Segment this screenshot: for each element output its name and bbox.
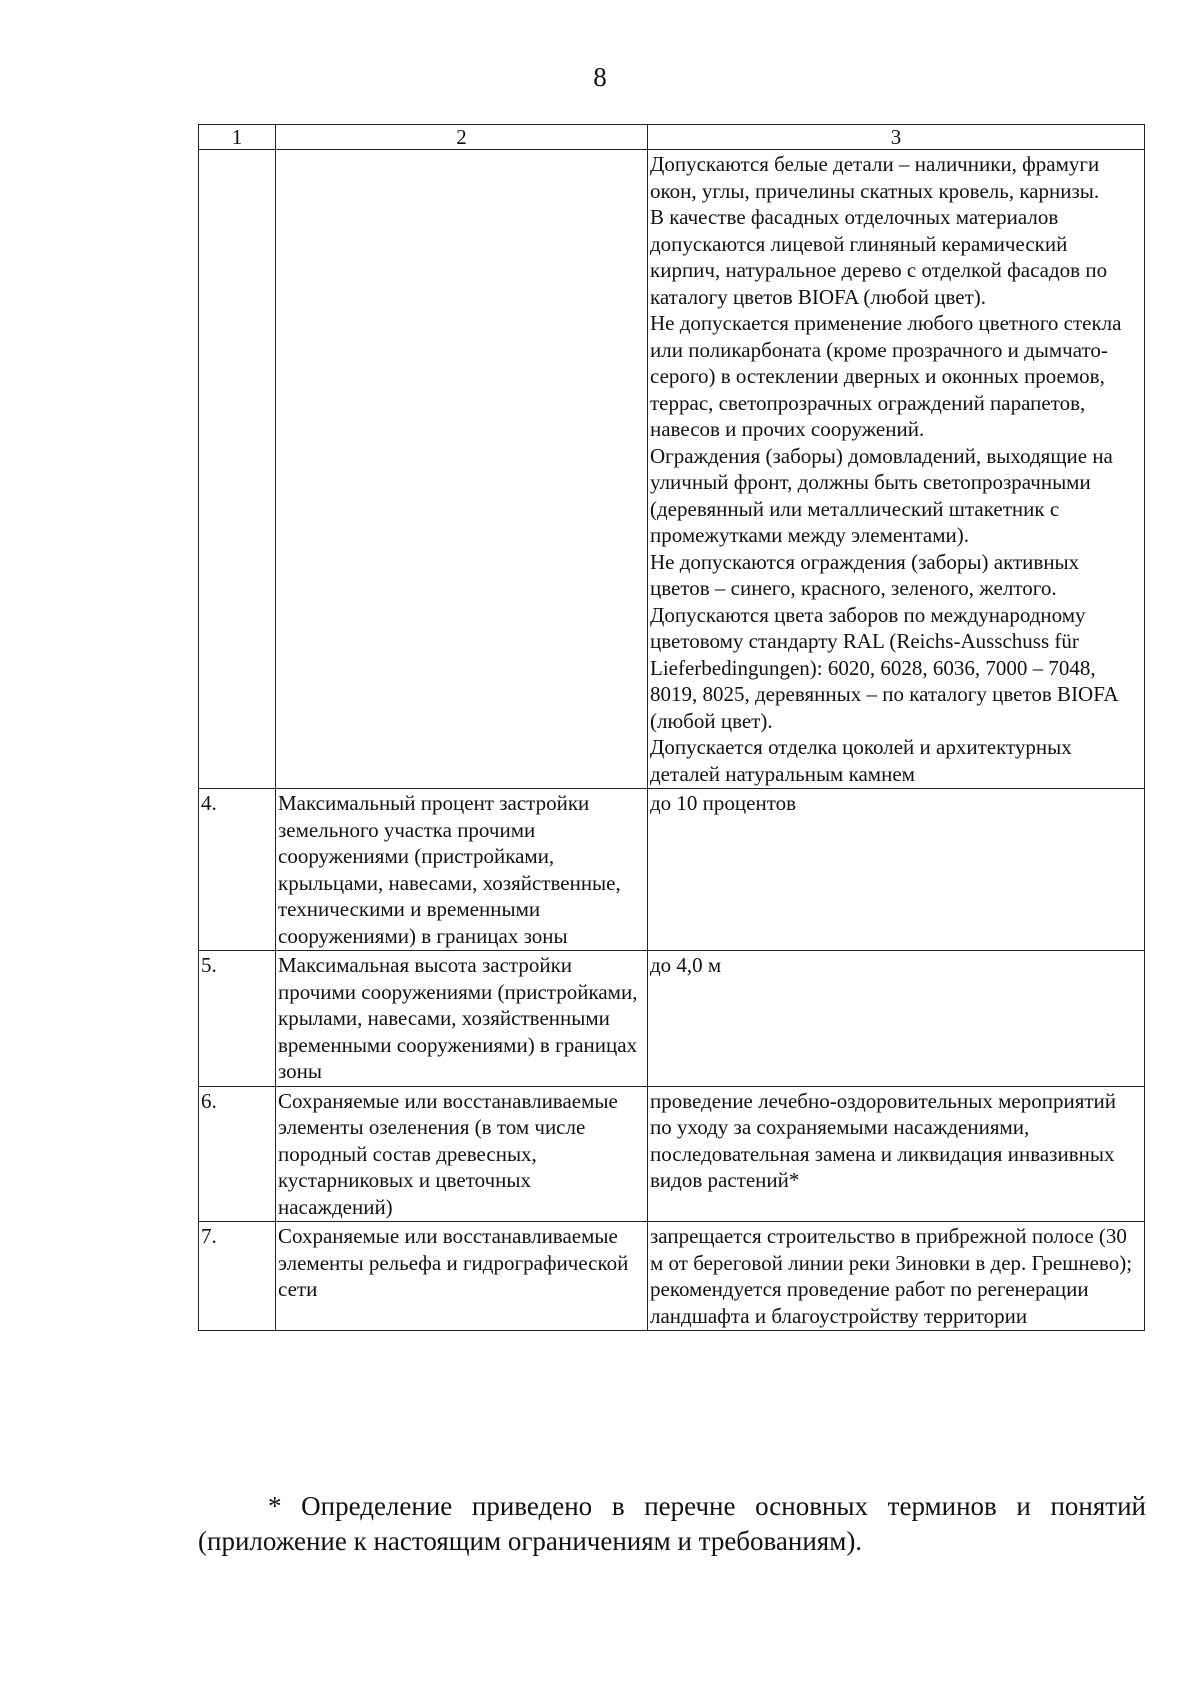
row-parameter: Сохраняемые или восстанавливаемые элементы рельефа и гидрографической сети: [276, 1222, 648, 1331]
footnote: * Определение приведено в перечне основных терминов и понятий (приложение к настоящим ограничениям и требованиям).: [198, 1491, 1146, 1556]
column-header-parameter: 2: [276, 125, 648, 150]
row-value: запрещается строительство в прибрежной полосе (30 м от береговой линии реки Зиновки в дер. Грешнево); рекомендуется проведение работ по регенерации ландшафта и благоустройству территории: [648, 1222, 1145, 1331]
table-row-continuation: [199, 150, 1145, 789]
table-row-7: [199, 1222, 1145, 1331]
row-value: проведение лечебно-оздоровительных мероприятий по уходу за сохраняемыми насаждениями, последовательная замена и ликвидация инвазивных видов растений*: [648, 1086, 1145, 1222]
requirements-table: [198, 124, 1145, 1331]
value-paragraph: Допускаются цвета заборов по международному цветовому стандарту RAL (Reichs-Ausschuss für Lieferbedingungen): 6020, 6028, 6036, 7000 – 7048, 8019, 8025, деревянных – по каталогу цветов BIOFA (любой цвет).: [650, 602, 1118, 733]
row-number: 7.: [199, 1222, 276, 1331]
table-header-row: [199, 125, 1145, 150]
row-parameter: [276, 150, 648, 789]
table-row-4: [199, 789, 1145, 951]
value-paragraph: Допускается отделка цоколей и архитектурных деталей натуральным камнем: [650, 735, 1072, 786]
value-paragraph: Не допускается применение любого цветного стекла или поликарбоната (кроме прозрачного и дымчато-серого) в остеклении дверных и оконных проемов, террас, светопрозрачных ограждений парапетов, навесов и прочих сооружений.: [650, 311, 1122, 441]
value-paragraph: Допускаются белые детали – наличники, фрамуги окон, углы, причелины скатных кровель, карнизы.: [650, 152, 1100, 203]
row-number: 4.: [199, 789, 276, 951]
row-number: 5.: [199, 951, 276, 1087]
table-row-6: [199, 1086, 1145, 1222]
row-value-continuation: [648, 150, 1145, 789]
row-value: до 4,0 м: [648, 951, 1145, 1087]
row-number: 6.: [199, 1086, 276, 1222]
page-number: 8: [593, 62, 607, 92]
column-header-number: 1: [199, 125, 276, 150]
column-header-value: 3: [648, 125, 1145, 150]
row-parameter: Максимальный процент застройки земельного участка прочими сооружениями (пристройками, крыльцами, навесами, хозяйственные, техническими и временными сооружениями) в границах зоны: [276, 789, 648, 951]
row-parameter: Максимальная высота застройки прочими сооружениями (пристройками, крылами, навесами, хозяйственными временными сооружениями) в границах зоны: [276, 951, 648, 1087]
table-row-5: [199, 951, 1145, 1087]
row-value: до 10 процентов: [648, 789, 1145, 951]
value-paragraph: Ограждения (заборы) домовладений, выходящие на уличный фронт, должны быть светопрозрачными (деревянный или металлический штакетник с промежутками между элементами).: [650, 443, 1113, 547]
row-parameter: Сохраняемые или восстанавливаемые элементы озеленения (в том числе породный состав древесных, кустарниковых и цветочных насаждений): [276, 1086, 648, 1222]
value-paragraph: Не допускаются ограждения (заборы) активных цветов – синего, красного, зеленого, желтого.: [650, 549, 1080, 600]
row-number: [199, 150, 276, 789]
value-paragraph: В качестве фасадных отделочных материалов допускаются лицевой глиняный керамический кирпич, натуральное дерево с отделкой фасадов по каталогу цветов BIOFA (любой цвет).: [650, 205, 1108, 309]
